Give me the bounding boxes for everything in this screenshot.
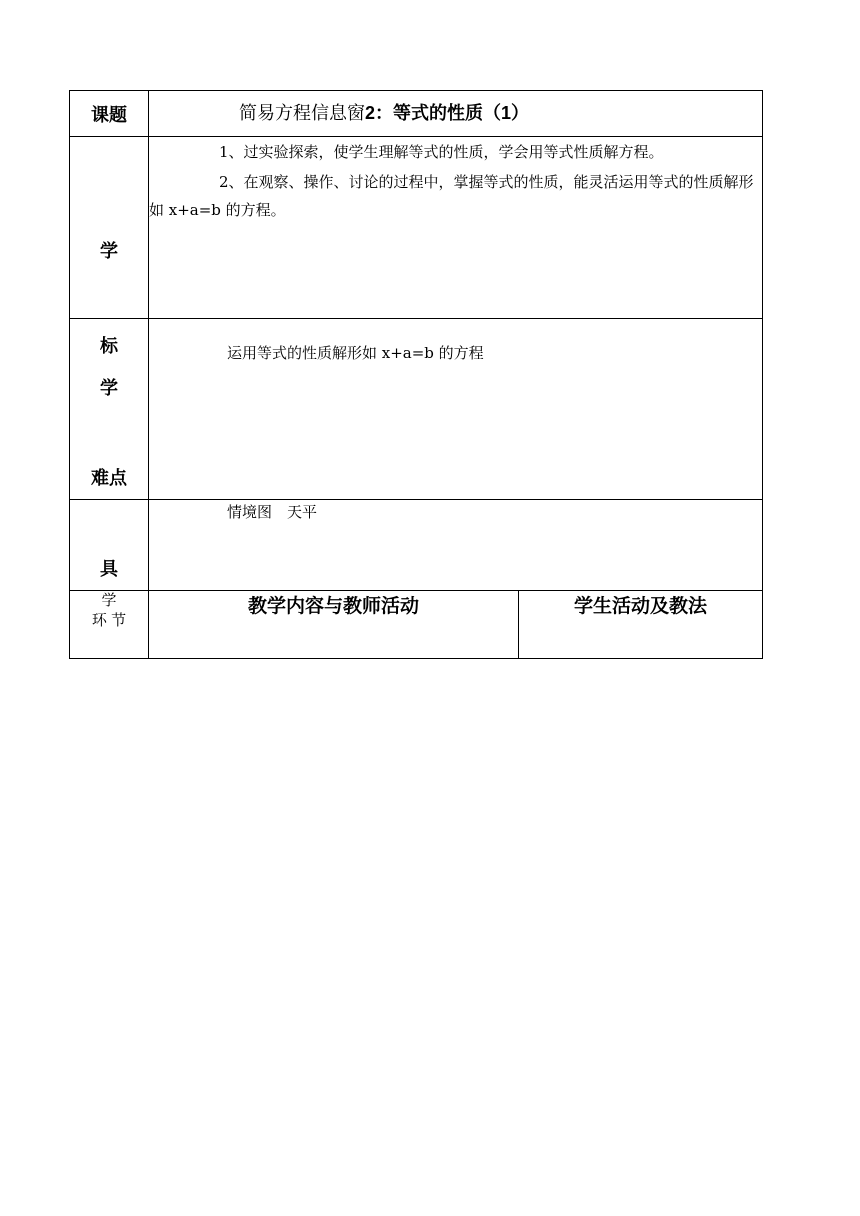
lesson-title-bold: 2：等式的性质（1）: [365, 103, 530, 123]
tools-label: 具: [100, 559, 118, 579]
content-column-header: 教学内容与教师活动: [149, 591, 519, 659]
goal-item-2: 2、在观察、操作、讨论的过程中，掌握等式的性质，能灵活运用等式的性质解形如 x+a=b 的方程。: [149, 173, 754, 219]
student-column-header: 学生活动及教法: [519, 591, 763, 659]
key-points-label-bottom: 难点: [91, 468, 127, 488]
key-points-label-cell: [70, 319, 149, 500]
title-cell: [149, 91, 763, 137]
goals-row: [70, 137, 763, 319]
title-label: 课题: [70, 91, 149, 137]
section-label-line1: 学: [101, 592, 117, 609]
title-row: [70, 91, 763, 137]
lesson-title-text: 简易方程信息窗: [239, 103, 365, 124]
key-points-text: 运用等式的性质解形如 x+a=b 的方程: [227, 344, 484, 362]
goals-label-cell: [70, 137, 149, 356]
tools-label-cell: [70, 500, 149, 591]
key-points-content: [149, 319, 763, 500]
tools-text: 情境图 天平: [227, 503, 318, 521]
tools-row: [70, 500, 763, 591]
section-header-row: [70, 591, 763, 659]
goals-label-bottom: 标: [100, 336, 118, 356]
key-points-row: [70, 319, 763, 500]
goals-label-top: 学: [100, 241, 118, 261]
goal-item-1: 1、过实验探索，使学生理解等式的性质，学会用等式性质解方程。: [219, 143, 664, 161]
key-points-label-top: 学: [100, 378, 118, 398]
tools-content: [149, 500, 763, 591]
lesson-plan-table: [69, 90, 763, 659]
section-label-cell: [70, 591, 149, 659]
lesson-title: [149, 91, 762, 136]
goals-content: [149, 137, 763, 319]
section-label-line2: 环 节: [91, 612, 127, 629]
